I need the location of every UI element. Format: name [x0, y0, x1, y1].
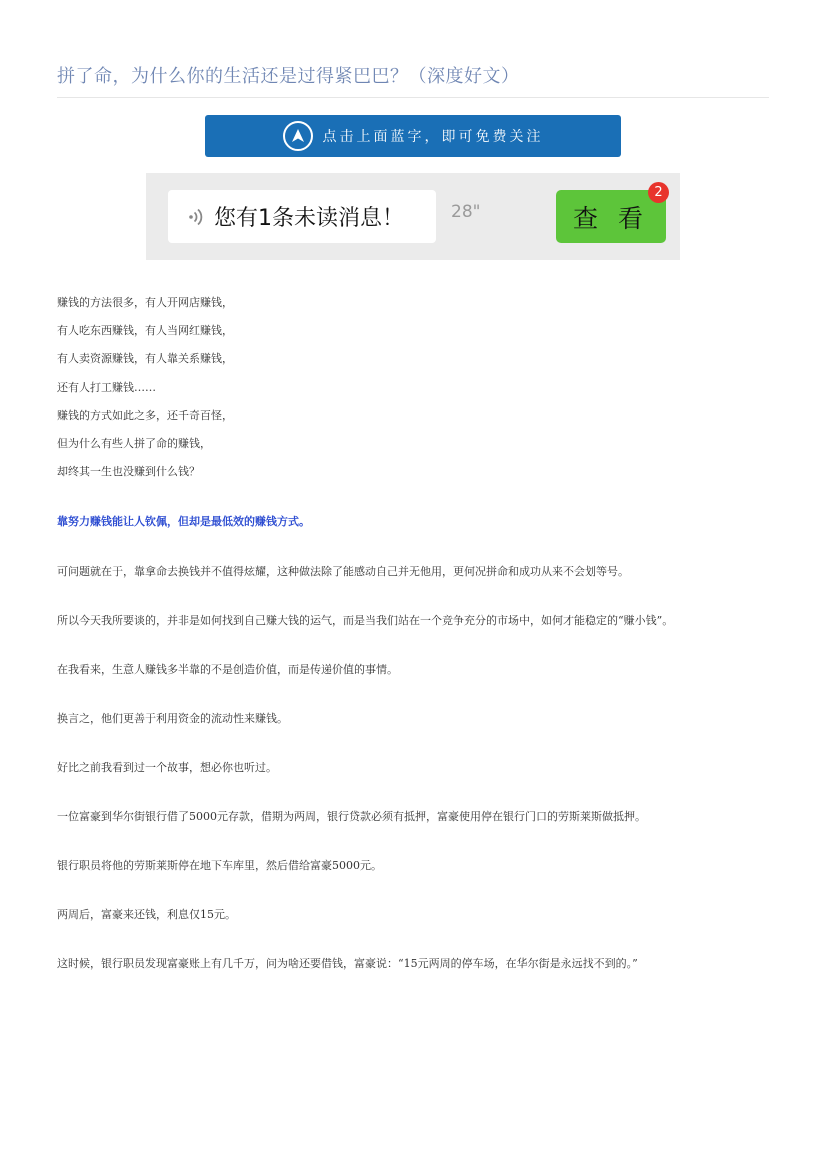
paragraph: 却终其一生也没赚到什么钱？	[57, 465, 200, 478]
article-title: 拼了命，为什么你的生活还是过得紧巴巴？（深度好文）	[57, 66, 520, 87]
notification-badge: 2	[648, 182, 669, 203]
paragraph: 两周后，富豪来还钱，利息仅15元。	[57, 908, 236, 921]
paragraph: 一位富豪到华尔街银行借了5000元存款，借期为两周，银行贷款必须有抵押，富豪使用停在银行门口的劳斯莱斯做抵押。	[57, 810, 646, 823]
paragraph: 所以今天我所要谈的，并非是如何找到自己赚大钱的运气，而是当我们站在一个竞争充分的市场中，如何才能稳定的“赚小钱”。	[57, 614, 674, 627]
highlight-paragraph: 靠努力赚钱能让人钦佩，但却是最低效的赚钱方式。	[57, 515, 310, 528]
view-button[interactable]: 查 看	[556, 190, 666, 243]
paragraph: 有人卖资源赚钱，有人靠关系赚钱，	[57, 352, 233, 365]
paragraph: 赚钱的方法很多，有人开网店赚钱，	[57, 296, 233, 309]
paragraph: 但为什么有些人拼了命的赚钱，	[57, 437, 211, 450]
paragraph: 可问题就在于，靠拿命去换钱并不值得炫耀，这种做法除了能感动自己并无他用，更何况拼命和成功从来不会划等号。	[57, 565, 629, 578]
paragraph: 好比之前我看到过一个故事，想必你也听过。	[57, 761, 277, 774]
follow-banner[interactable]	[205, 115, 621, 157]
unread-message-text: 您有1条未读消息！	[214, 206, 404, 231]
paragraph: 在我看来，生意人赚钱多半靠的不是创造价值，而是传递价值的事情。	[57, 663, 398, 676]
paragraph: 赚钱的方式如此之多，还千奇百怪，	[57, 409, 233, 422]
navigation-arrow-icon	[283, 121, 313, 151]
title-divider	[57, 97, 769, 98]
unread-message-banner[interactable]	[146, 173, 680, 260]
paragraph: 有人吃东西赚钱，有人当网红赚钱，	[57, 324, 233, 337]
paragraph: 这时候，银行职员发现富豪账上有几千万，问为啥还要借钱，富豪说：“15元两周的停车场，在华尔街是永远找不到的。”	[57, 957, 638, 970]
message-bubble[interactable]	[168, 190, 436, 243]
paragraph: 还有人打工赚钱……	[57, 381, 156, 394]
paragraph: 换言之，他们更善于利用资金的流动性来赚钱。	[57, 712, 288, 725]
voice-message-icon	[186, 206, 208, 228]
voice-duration: 28"	[451, 202, 481, 222]
follow-banner-text: 点击上面蓝字，即可免费关注	[322, 129, 544, 145]
paragraph: 银行职员将他的劳斯莱斯停在地下车库里，然后借给富豪5000元。	[57, 859, 382, 872]
